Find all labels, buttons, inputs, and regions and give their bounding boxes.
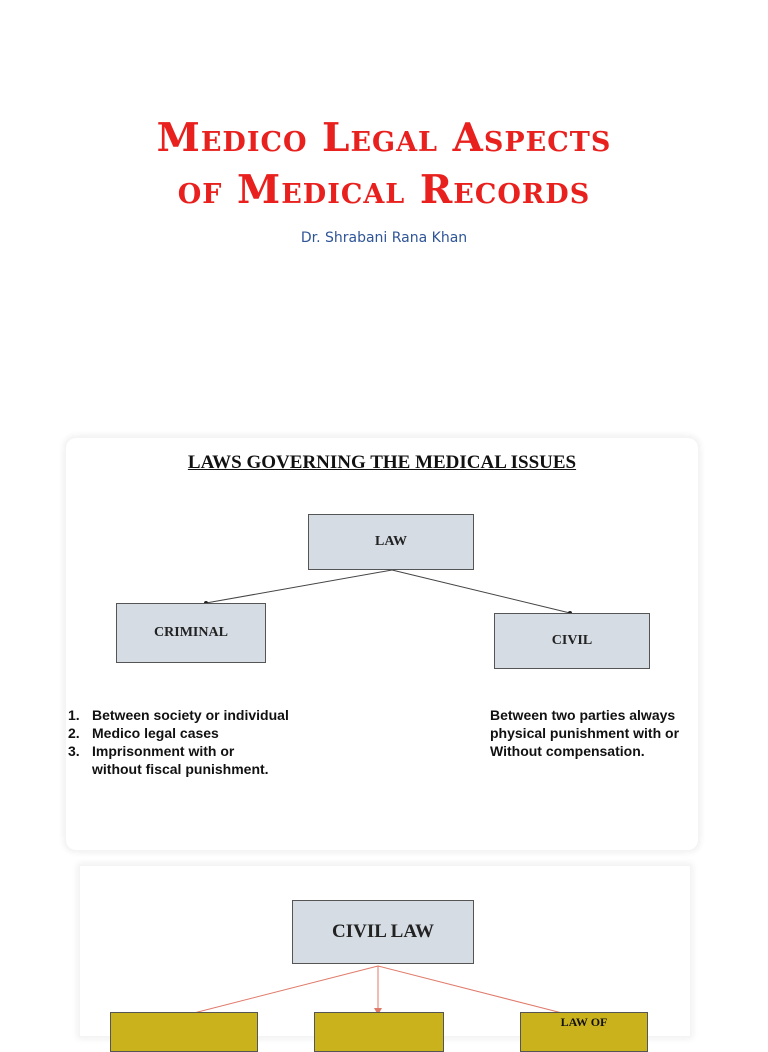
slide-laws-governing: [66, 438, 698, 850]
slide-civil-law: [80, 866, 690, 1036]
slide-heading: LAWS GOVERNING THE MEDICAL ISSUES: [187, 452, 577, 473]
criminal-box: CRIMINAL: [116, 603, 266, 663]
connector-left: [190, 966, 378, 1014]
branch-box-left: [110, 1012, 258, 1052]
list-item: [68, 724, 368, 742]
list-text: Between society or individual: [92, 707, 289, 723]
civil-box: CIVIL: [494, 613, 650, 669]
law-box: LAW: [308, 514, 474, 570]
list-number: 2.: [68, 725, 80, 741]
connector-right: [378, 966, 566, 1014]
list-number: 1.: [68, 707, 80, 723]
title-line-2: of Medical Records: [177, 167, 591, 213]
list-text: Medico legal cases: [92, 725, 219, 741]
author-name: Dr. Shrabani Rana Khan: [300, 230, 468, 246]
connector-law-criminal: [206, 570, 392, 603]
civil-description: Between two parties always physical punishment with or Without compensation.: [490, 707, 680, 759]
branch-box-middle: [314, 1012, 444, 1052]
list-number: 3.: [68, 743, 80, 759]
list-item: [68, 742, 368, 778]
civil-law-box: CIVIL LAW: [292, 900, 474, 964]
document-title: [0, 112, 768, 216]
connector-law-civil: [392, 570, 570, 613]
list-text: Imprisonment with or without fiscal punishment.: [92, 743, 269, 777]
criminal-points-list: [68, 706, 368, 778]
list-item: [68, 706, 368, 724]
branch-box-right: LAW OF: [520, 1012, 648, 1052]
title-line-1: Medico Legal Aspects: [156, 115, 612, 161]
